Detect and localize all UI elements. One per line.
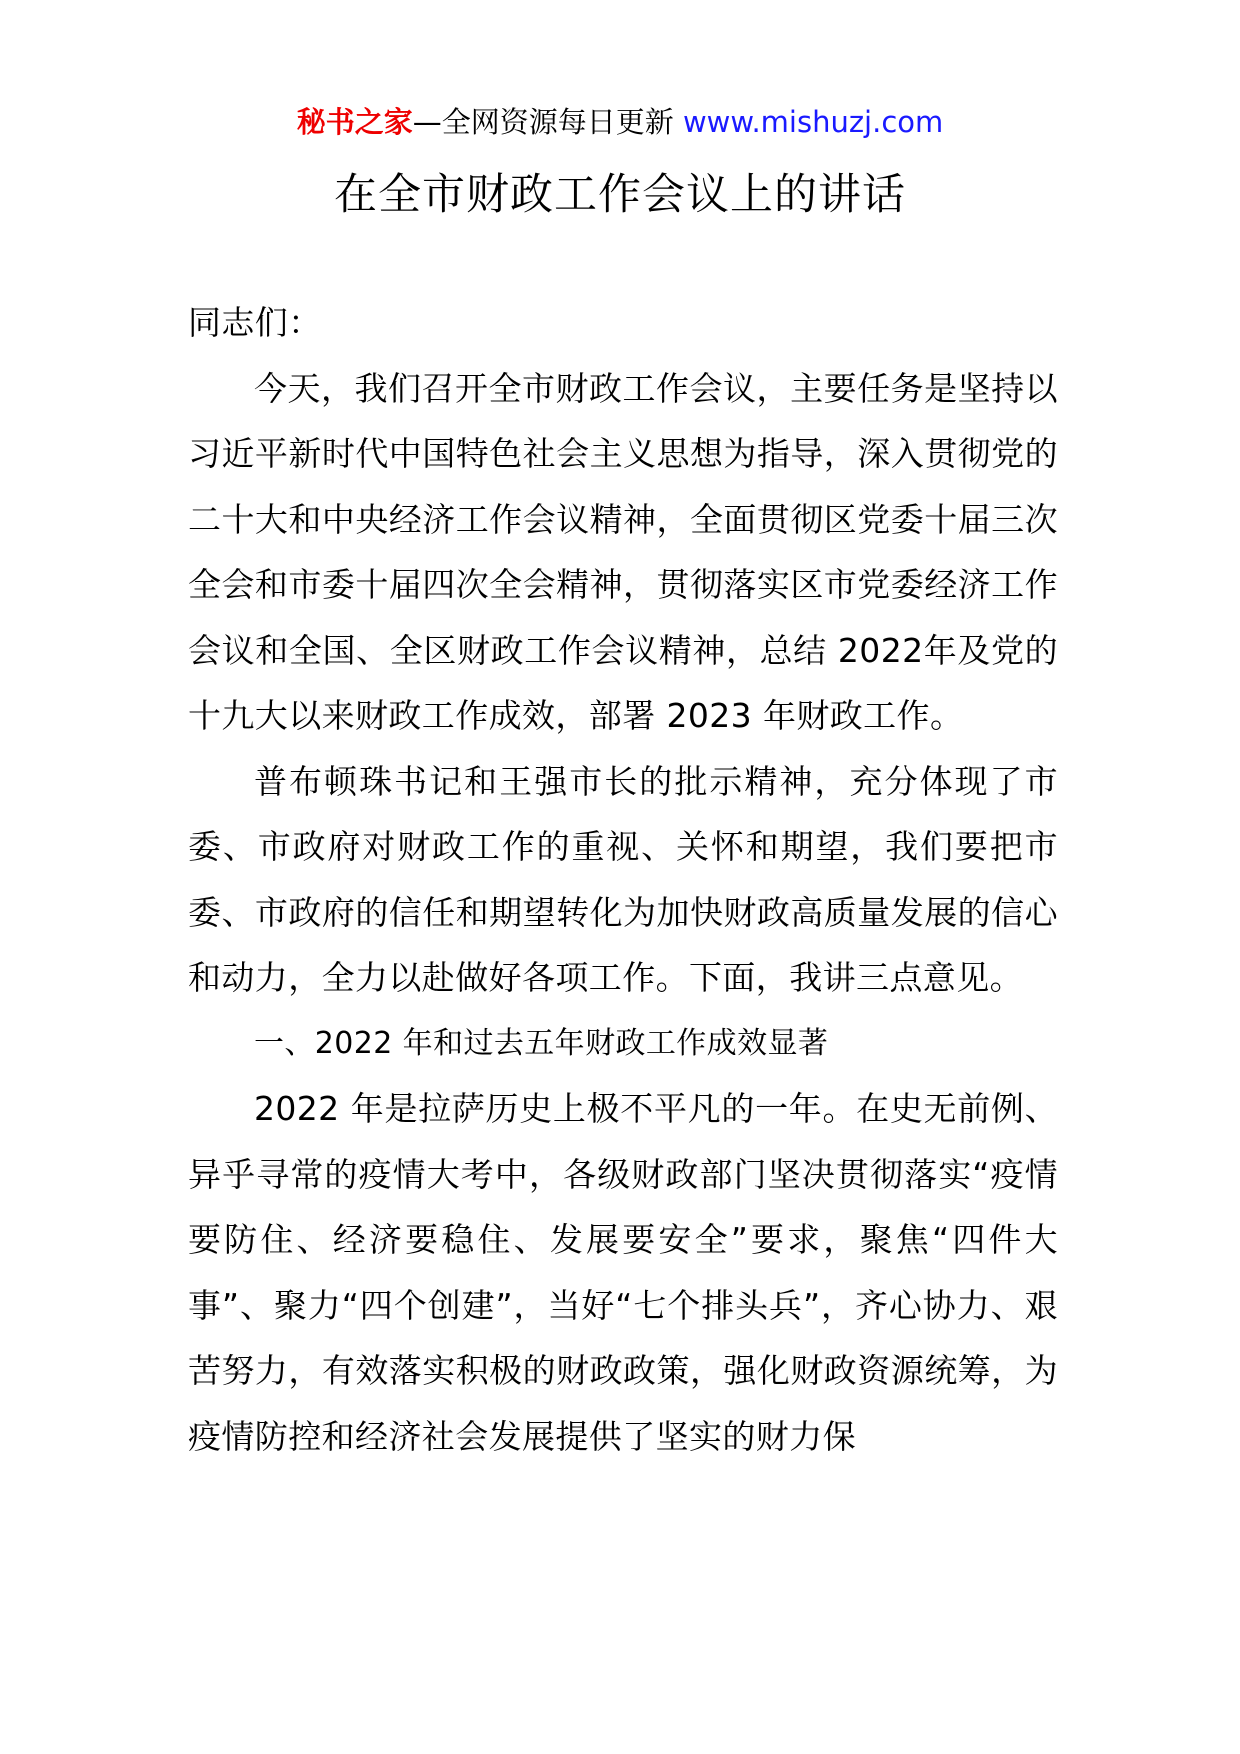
header-banner: [0, 102, 1240, 142]
salutation: 同志们：: [188, 303, 322, 342]
paragraph: 今天，我们召开全市财政工作会议，主要任务是坚持以习近平新时代中国特色社会主义思想为指导，深入贯彻党的二十大和中央经济工作会议精神，全面贯彻区党委十届三次全会和市委十届四次全会精神，贯彻落实区市党委经济工作会议和全国、全区财政工作会议精神，总结 2022年及党的十九大以来财政工作成效，部署 2023 年财政工作。: [188, 368, 1058, 735]
section-heading: 一、2022 年和过去五年财政工作成效显著: [254, 1025, 829, 1061]
document-title: 在全市财政工作会议上的讲话: [334, 170, 906, 220]
site-url-link[interactable]: www.mishuzj.com: [682, 105, 944, 139]
header-tagline: —全网资源每日更新: [412, 105, 674, 139]
brand-name: 秘书之家: [296, 105, 413, 139]
paragraph: 普布顿珠书记和王强市长的批示精神，充分体现了市委、市政府对财政工作的重视、关怀和期望，我们要把市委、市政府的信任和期望转化为加快财政高质量发展的信心和动力，全力以赴做好各项工作。下面，我讲三点意见。: [188, 761, 1058, 997]
paragraph: 2022 年是拉萨历史上极不平凡的一年。在史无前例、异乎寻常的疫情大考中，各级财政部门坚决贯彻落实“疫情要防住、经济要稳住、发展要安全”要求，聚焦“四件大事”、聚力“四个创建”，当好“七个排头兵”，齐心协力、艰苦努力，有效落实积极的财政政策，强化财政资源统筹，为疫情防控和经济社会发展提供了坚实的财力保: [188, 1089, 1058, 1456]
document-body: [188, 290, 1058, 1469]
